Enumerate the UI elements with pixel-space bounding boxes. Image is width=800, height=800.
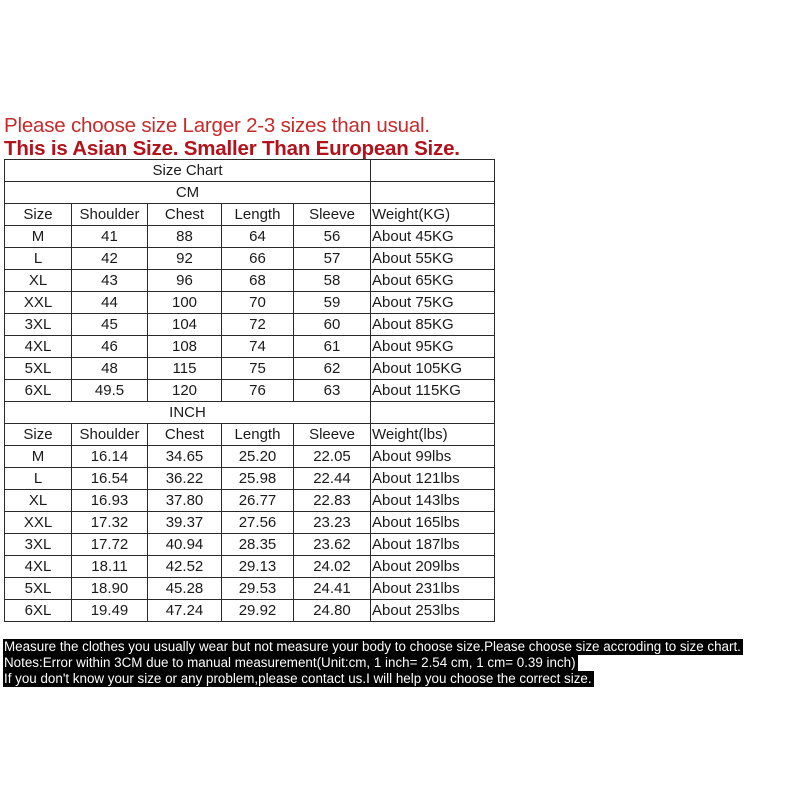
error-note: Notes:Error within 3CM due to manual measurement(Unit:cm, 1 inch= 2.54 cm, 1 cm= 0.39 inch) <box>4 655 576 670</box>
inch-section-label: INCH <box>5 402 371 424</box>
table-cell: 41 <box>72 226 148 248</box>
table-cell: About 121lbs <box>371 468 495 490</box>
table-row <box>5 314 495 336</box>
table-cell: About 95KG <box>371 336 495 358</box>
table-cell: 23.62 <box>294 534 371 556</box>
asian-size-warning: This is Asian Size. Smaller Than European Size. <box>4 137 460 160</box>
table-cell: 26.77 <box>222 490 294 512</box>
table-cell: About 165lbs <box>371 512 495 534</box>
table-cell: 88 <box>148 226 222 248</box>
table-row <box>5 600 495 622</box>
header-cell: Size <box>5 424 72 446</box>
table-cell: About 55KG <box>371 248 495 270</box>
table-cell: 96 <box>148 270 222 292</box>
table-cell: 115 <box>148 358 222 380</box>
table-cell: 74 <box>222 336 294 358</box>
table-cell: 16.54 <box>72 468 148 490</box>
header-cell: Shoulder <box>72 424 148 446</box>
table-cell: 37.80 <box>148 490 222 512</box>
table-cell: L <box>5 248 72 270</box>
table-row <box>5 512 495 534</box>
empty-cell <box>371 402 495 424</box>
table-cell: 3XL <box>5 314 72 336</box>
table-cell: 29.13 <box>222 556 294 578</box>
table-cell: 68 <box>222 270 294 292</box>
size-chart-table <box>4 159 495 622</box>
table-cell: 16.14 <box>72 446 148 468</box>
table-cell: 23.23 <box>294 512 371 534</box>
size-advice-text: Please choose size Larger 2-3 sizes than usual. <box>4 114 430 137</box>
table-cell: 4XL <box>5 556 72 578</box>
table-row <box>5 490 495 512</box>
header-row <box>5 424 495 446</box>
header-cell: Sleeve <box>294 204 371 226</box>
table-row <box>5 578 495 600</box>
table-cell: 48 <box>72 358 148 380</box>
table-cell: 61 <box>294 336 371 358</box>
header-cell: Length <box>222 424 294 446</box>
table-cell: 45.28 <box>148 578 222 600</box>
table-cell: About 115KG <box>371 380 495 402</box>
table-cell: 4XL <box>5 336 72 358</box>
table-cell: 100 <box>148 292 222 314</box>
table-cell: 27.56 <box>222 512 294 534</box>
table-title: Size Chart <box>5 160 371 182</box>
table-cell: 19.49 <box>72 600 148 622</box>
table-cell: 40.94 <box>148 534 222 556</box>
table-cell: 25.20 <box>222 446 294 468</box>
table-cell: 108 <box>148 336 222 358</box>
measure-note: Measure the clothes you usually wear but not measure your body to choose size.Please choose size accroding to size chart. <box>4 639 741 654</box>
table-cell: M <box>5 226 72 248</box>
table-cell: 42.52 <box>148 556 222 578</box>
contact-note: If you don't know your size or any problem,please contact us.I will help you choose the correct size. <box>4 671 592 686</box>
table-title-row <box>5 160 495 182</box>
header-cell: Length <box>222 204 294 226</box>
table-cell: 56 <box>294 226 371 248</box>
table-row <box>5 226 495 248</box>
header-row <box>5 204 495 226</box>
header-cell: Chest <box>148 204 222 226</box>
table-cell: 6XL <box>5 380 72 402</box>
table-cell: 49.5 <box>72 380 148 402</box>
table-cell: 25.98 <box>222 468 294 490</box>
table-row <box>5 270 495 292</box>
table-cell: 58 <box>294 270 371 292</box>
table-cell: 18.90 <box>72 578 148 600</box>
table-cell: 3XL <box>5 534 72 556</box>
table-cell: 46 <box>72 336 148 358</box>
header-cell: Shoulder <box>72 204 148 226</box>
table-cell: 28.35 <box>222 534 294 556</box>
table-row <box>5 292 495 314</box>
table-cell: 75 <box>222 358 294 380</box>
table-cell: 22.44 <box>294 468 371 490</box>
table-cell: M <box>5 446 72 468</box>
table-row <box>5 446 495 468</box>
empty-cell <box>371 182 495 204</box>
table-cell: L <box>5 468 72 490</box>
table-row <box>5 336 495 358</box>
table-cell: XL <box>5 270 72 292</box>
table-row <box>5 380 495 402</box>
table-row <box>5 556 495 578</box>
table-cell: 17.32 <box>72 512 148 534</box>
table-cell: 64 <box>222 226 294 248</box>
table-cell: 29.53 <box>222 578 294 600</box>
table-cell: 36.22 <box>148 468 222 490</box>
cm-section-label: CM <box>5 182 371 204</box>
table-cell: 60 <box>294 314 371 336</box>
table-row <box>5 248 495 270</box>
table-cell: 120 <box>148 380 222 402</box>
table-cell: 104 <box>148 314 222 336</box>
table-cell: 63 <box>294 380 371 402</box>
table-cell: 72 <box>222 314 294 336</box>
header-cell: Size <box>5 204 72 226</box>
table-cell: 22.05 <box>294 446 371 468</box>
notes-block <box>3 639 743 687</box>
table-cell: XXL <box>5 512 72 534</box>
section-label-row <box>5 182 495 204</box>
table-cell: 5XL <box>5 358 72 380</box>
table-cell: 16.93 <box>72 490 148 512</box>
table-cell: 24.80 <box>294 600 371 622</box>
table-cell: 92 <box>148 248 222 270</box>
table-cell: 70 <box>222 292 294 314</box>
table-cell: 29.92 <box>222 600 294 622</box>
table-cell: 44 <box>72 292 148 314</box>
table-cell: 42 <box>72 248 148 270</box>
table-cell: 57 <box>294 248 371 270</box>
table-cell: 24.02 <box>294 556 371 578</box>
table-cell: 6XL <box>5 600 72 622</box>
table-cell: 76 <box>222 380 294 402</box>
table-cell: 39.37 <box>148 512 222 534</box>
table-cell: About 209lbs <box>371 556 495 578</box>
empty-cell <box>371 160 495 182</box>
table-cell: 43 <box>72 270 148 292</box>
table-cell: About 75KG <box>371 292 495 314</box>
table-cell: 62 <box>294 358 371 380</box>
table-cell: 18.11 <box>72 556 148 578</box>
table-cell: About 99lbs <box>371 446 495 468</box>
table-cell: About 143lbs <box>371 490 495 512</box>
table-cell: 5XL <box>5 578 72 600</box>
table-cell: About 253lbs <box>371 600 495 622</box>
table-cell: XXL <box>5 292 72 314</box>
table-cell: XL <box>5 490 72 512</box>
table-cell: About 187lbs <box>371 534 495 556</box>
section-label-row <box>5 402 495 424</box>
header-cell: Chest <box>148 424 222 446</box>
table-row <box>5 534 495 556</box>
table-cell: 22.83 <box>294 490 371 512</box>
table-cell: About 45KG <box>371 226 495 248</box>
table-cell: 66 <box>222 248 294 270</box>
table-cell: About 231lbs <box>371 578 495 600</box>
table-cell: 17.72 <box>72 534 148 556</box>
table-cell: 47.24 <box>148 600 222 622</box>
table-cell: About 85KG <box>371 314 495 336</box>
table-cell: 45 <box>72 314 148 336</box>
table-cell: 34.65 <box>148 446 222 468</box>
table-row <box>5 358 495 380</box>
header-cell: Sleeve <box>294 424 371 446</box>
table-cell: 59 <box>294 292 371 314</box>
table-cell: About 105KG <box>371 358 495 380</box>
header-cell: Weight(lbs) <box>371 424 495 446</box>
header-cell: Weight(KG) <box>371 204 495 226</box>
table-cell: About 65KG <box>371 270 495 292</box>
table-cell: 24.41 <box>294 578 371 600</box>
table-row <box>5 468 495 490</box>
